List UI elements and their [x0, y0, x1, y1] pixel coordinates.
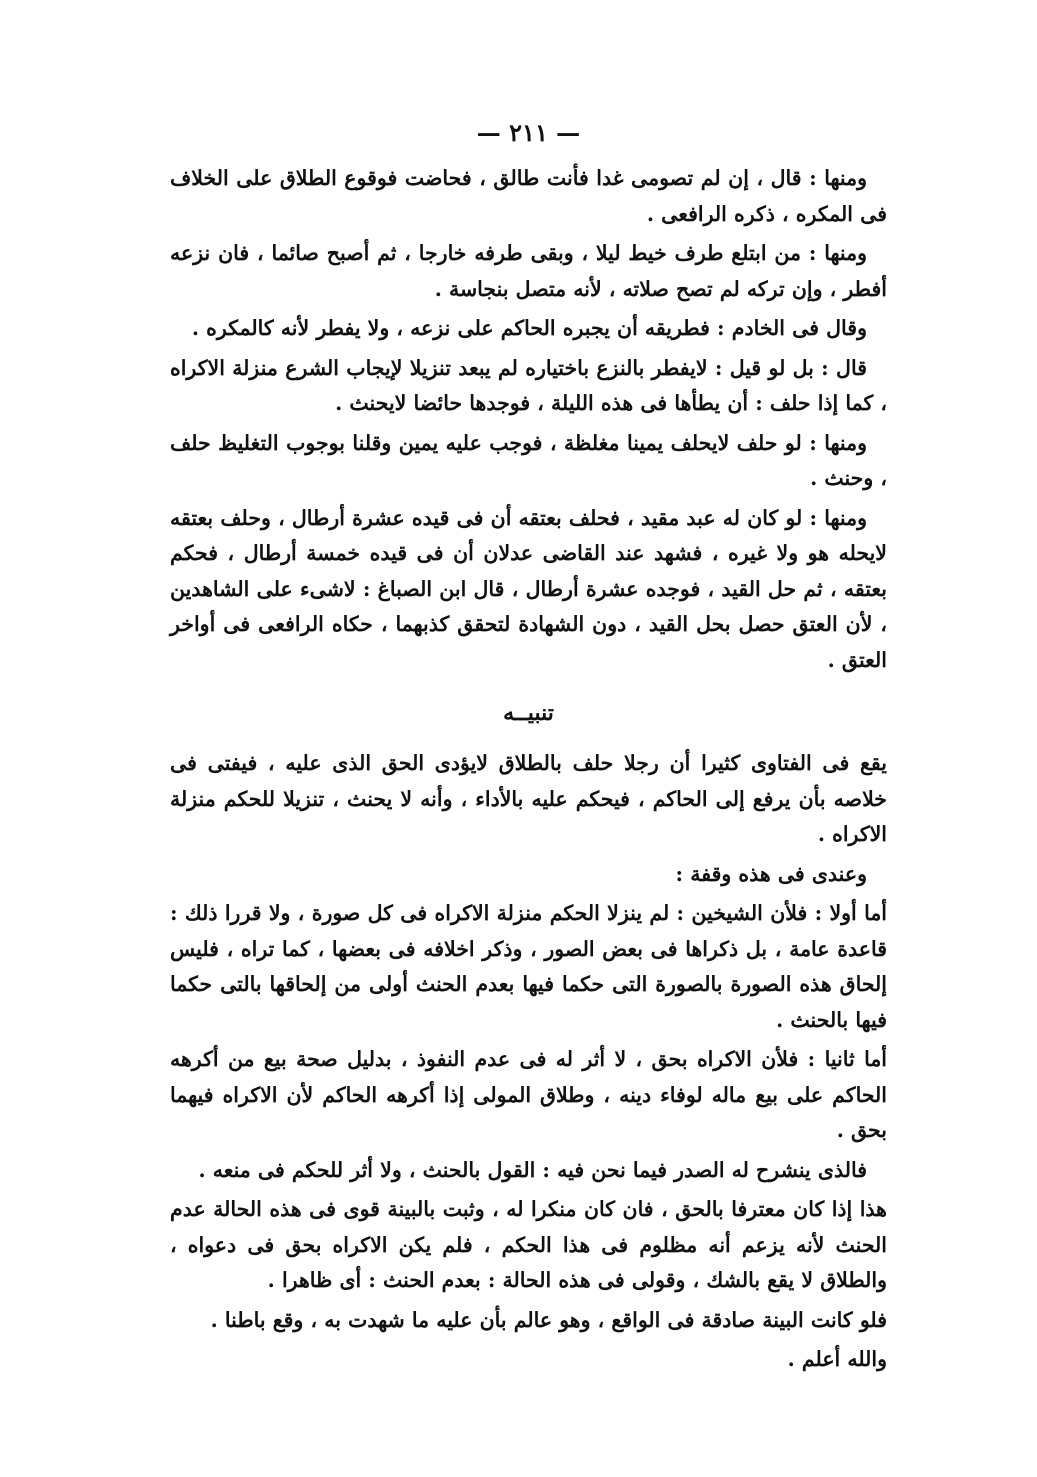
- paragraph-6: ومنها : لو كان له عبد مقيد ، فحلف بعتقه أن فى قيده عشرة أرطال ، وحلف بعتقه لايحله هو ولا غيره ، فشهد عند القاضى عدلان أن فى قيده خمسة أرطال ، فحكم بعتقه ، ثم حل القيد ، فوجده عشرة أرطال ، قال ابن الصباغ : لاشىء على الشاهدين ، لأن العتق حصل بحل القيد ، دون الشهادة لتحقق كذبهما ، حكاه الرافعى فى أواخر العتق .: [170, 505, 887, 672]
- paragraph-13: فلو كانت البينة صادقة فى الواقع ، وهو عالم بأن عليه ما شهدت به ، وقع باطنا .: [210, 1307, 887, 1332]
- page-number: — ٢١١ —: [476, 118, 581, 147]
- paragraph-2: ومنها : من ابتلع طرف خيط ليلا ، وبقى طرفه خارجا ، ثم أصبح صائما ، فان نزعه أفطر ، وإن تركه لم تصح صلاته ، لأنه متصل بنجاسة .: [170, 241, 887, 301]
- paragraph-3: وقال فى الخادم : فطريقه أن يجبره الحاكم على نزعه ، ولا يفطر لأنه كالمكره .: [191, 316, 867, 340]
- section-heading: تنبيــه: [503, 700, 554, 726]
- paragraph-7: يقع فى الفتاوى كثيرا أن رجلا حلف بالطلاق لايؤدى الحق الذى عليه ، فيفتى فى خلاصه بأن يرفع إلى الحاكم ، فيحكم عليه بالأداء ، وأنه لا يحنث ، تنزيلا للحكم منزلة الاكراه .: [170, 751, 887, 846]
- closing-line: والله أعلم .: [787, 1347, 887, 1371]
- paragraph-4: قال : بل لو قيل : لايفطر بالنزع باختياره لم يبعد تنزيلا لإيجاب الشرع منزلة الاكراه ، كما إذا حلف : أن يطأها فى هذه الليلة ، فوجدها حائضا لايحنث .: [170, 355, 887, 415]
- paragraph-5: ومنها : لو حلف لايحلف يمينا مغلظة ، فوجب عليه يمين وقلنا بوجوب التغليظ حلف ، وحنث .: [170, 430, 887, 490]
- paragraph-11: فالذى ينشرح له الصدر فيما نحن فيه : القول بالحنث ، ولا أثر للحكم فى منعه .: [198, 1157, 867, 1182]
- paragraph-9: أما أولا : فلأن الشيخين : لم ينزلا الحكم منزلة الاكراه فى كل صورة ، ولا قررا ذلك : قاعدة عامة ، بل ذكراها فى بعض الصور ، وذكر اخلافه فى بعضها ، كما تراه ، فليس إلحاق هذه الصورة بالصورة التى حكما فيها بعدم الحنث أولى من إلحاقها بالتى حكما فيها بالحنث .: [170, 901, 887, 1032]
- paragraph-1: ومنها : قال ، إن لم تصومى غدا فأنت طالق ، فحاضت فوقوع الطلاق على الخلاف فى المكره ، ذكره الرافعى .: [170, 166, 887, 226]
- paragraph-10: أما ثانيا : فلأن الاكراه بحق ، لا أثر له فى عدم النفوذ ، بدليل صحة بيع من أكرهه الحاكم على بيع ماله لوفاء دينه ، وطلاق المولى إذا أكرهه الحاكم لأن الاكراه فيهما بحق .: [170, 1047, 887, 1142]
- paragraph-12: هذا إذا كان معترفا بالحق ، فان كان منكرا له ، وثبت بالبينة قوى فى هذه الحالة عدم الحنث لأنه يزعم أنه مظلوم فى هذا الحكم ، فلم يكن الاكراه بحق فى دعواه ، والطلاق لا يقع بالشك ، وقولى فى هذه الحالة : بعدم الحنث : أى ظاهرا .: [170, 1197, 887, 1292]
- paragraph-8: وعندى فى هذه وقفة :: [675, 861, 867, 886]
